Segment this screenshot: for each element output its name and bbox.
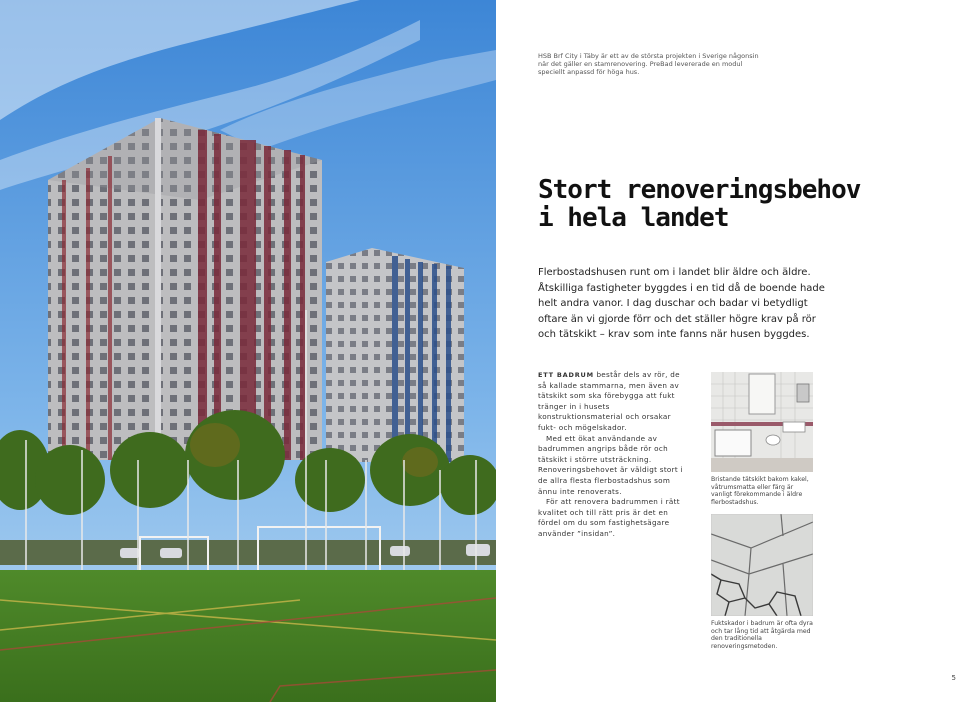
cracked-tiles-illustration [711, 514, 813, 616]
damaged-tiles-caption: Fuktskador i badrum är ofta dyra och tar lång tid att åtgärda med den traditionella renoveringsmetoden. [711, 620, 813, 650]
body-text [538, 370, 690, 540]
damaged-tiles-photo [711, 514, 813, 616]
photo-caption: HSB Brf City i Täby är ett av de största projekten i Sverige någonsin när det gäller en stamrenovering. PreBad levererade en modul speciellt anpassd för höga hus. [538, 52, 759, 76]
body-paragraph-2: Med ett ökat användande av badrummen angrips både rör och tätskikt i större utsträckning. Renoveringsbehovet är väldigt stort i de allra flesta flerbostadshus som ännu inte renoverats. [538, 433, 683, 496]
bathroom-photo [711, 372, 813, 472]
lead-paragraph: Flerbostadshusen runt om i landet blir äldre och äldre. Åtskilliga fastigheter byggdes i en tid då de boende hade helt andra vanor. I dag duschar och badar vi betydligt oftare än vi gjorde förr och det ställer högre krav på rör och tätskikt – krav som inte fanns när husen byggdes. [538, 267, 825, 340]
lead-in: ETT BADRUM [538, 371, 594, 379]
body-paragraph-1 [538, 370, 690, 434]
bathroom-illustration [711, 372, 813, 472]
bathroom-caption: Bristande tätskikt bakom kakel, våtrumsmatta eller färg är vanligt förekommande i äldre flerbostadshus. [711, 476, 809, 506]
title-line-2: i hela landet [538, 203, 729, 233]
text-page [496, 0, 960, 702]
body-paragraph-1-text: består dels av rör, de så kallade stammarna, men även av tätskikt som ska förebygga att fukt tränger in i husets konstruktionsmaterial och orsakar fukt- och mögelskador. [538, 370, 680, 432]
page-title [538, 176, 918, 232]
page-number: 5 [951, 674, 956, 682]
body-paragraph-3: För att renovera badrummen i rätt kvalitet och till rätt pris är det en fördel om du som fastighetsägare använder ”insidan”. [538, 497, 680, 538]
title-line-1: Stort renoveringsbehov [538, 175, 861, 205]
